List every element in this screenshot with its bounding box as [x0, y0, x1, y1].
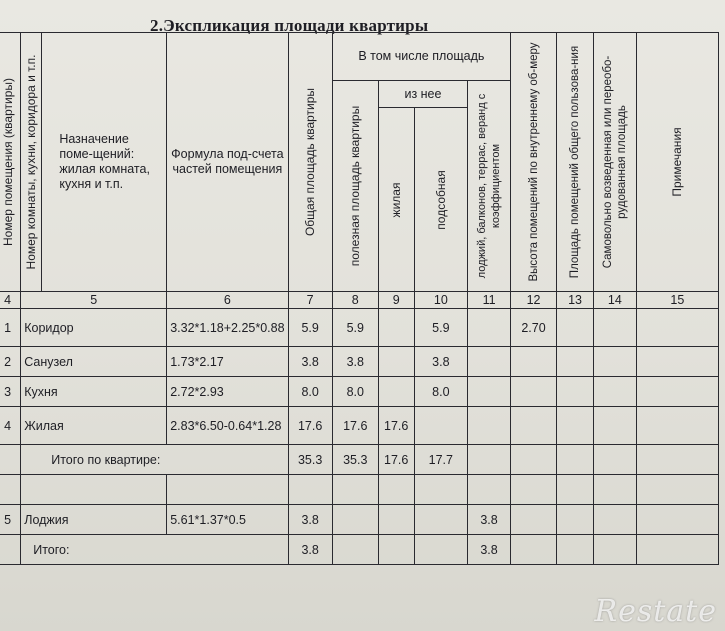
col-number: 8 — [332, 292, 378, 309]
column-numbers-row — [0, 292, 719, 309]
watermark-logo: Restate — [594, 594, 717, 629]
header-living: жилая — [378, 108, 414, 292]
col-number: 13 — [557, 292, 594, 309]
header-notes: Примечания — [636, 33, 718, 292]
header-auxiliary: подсобная — [414, 108, 468, 292]
header-subgroup: из нее — [378, 81, 467, 108]
table-row: 1 Коридор 3.32*1.18+2.25*0.88 5.9 5.9 5.9 2.70 — [0, 309, 719, 347]
header-room-index: Номер комнаты, кухни, коридора и т.п. — [21, 33, 42, 292]
header-unauthorized: Самовольно возведенная или переобо-рудованная площадь — [594, 33, 637, 292]
table-row: 3 Кухня 2.72*2.93 8.0 8.0 8.0 — [0, 377, 719, 407]
col-number: 7 — [288, 292, 332, 309]
col-number: 9 — [378, 292, 414, 309]
col-number: 11 — [468, 292, 511, 309]
header-loggia: лоджий, балконов, террас, веранд с коэффициентом — [468, 81, 511, 292]
col-number: 5 — [21, 292, 167, 309]
page-title: 2.Экспликация площади квартиры — [150, 16, 429, 35]
loggia-row: 5 Лоджия 5.61*1.37*0.5 3.8 3.8 — [0, 505, 719, 535]
col-number: 14 — [594, 292, 637, 309]
header-room-number: Номер помещения (квартиры) — [0, 33, 21, 292]
col-number: 15 — [636, 292, 718, 309]
header-common-area: Площадь помещений общего пользова-ния — [557, 33, 594, 292]
col-number: 10 — [414, 292, 468, 309]
col-number: 4 — [0, 292, 21, 309]
empty-row — [0, 475, 719, 505]
final-total-row: Итого: 3.8 3.8 — [0, 535, 719, 565]
table-row: 2 Санузел 1.73*2.17 3.8 3.8 3.8 — [0, 347, 719, 377]
total-row: Итого по квартире: 35.3 35.3 17.6 17.7 — [0, 445, 719, 475]
col-number: 12 — [510, 292, 556, 309]
header-group-including: В том числе площадь — [332, 33, 510, 81]
header-purpose: Назначение поме-щений: жилая комната, кухня и т.п. — [42, 33, 167, 292]
header-useful-area: полезная площадь квартиры — [332, 81, 378, 292]
header-height: Высота помещений по внутреннему об-меру — [510, 33, 556, 292]
table-row: 4 Жилая 2.83*6.50-0.64*1.28 17.6 17.6 17.6 — [0, 407, 719, 445]
explication-table — [0, 32, 719, 565]
header-formula: Формула под-счета частей помещения — [167, 33, 288, 292]
header-total-area: Общая площадь квартиры — [288, 33, 332, 292]
col-number: 6 — [167, 292, 288, 309]
